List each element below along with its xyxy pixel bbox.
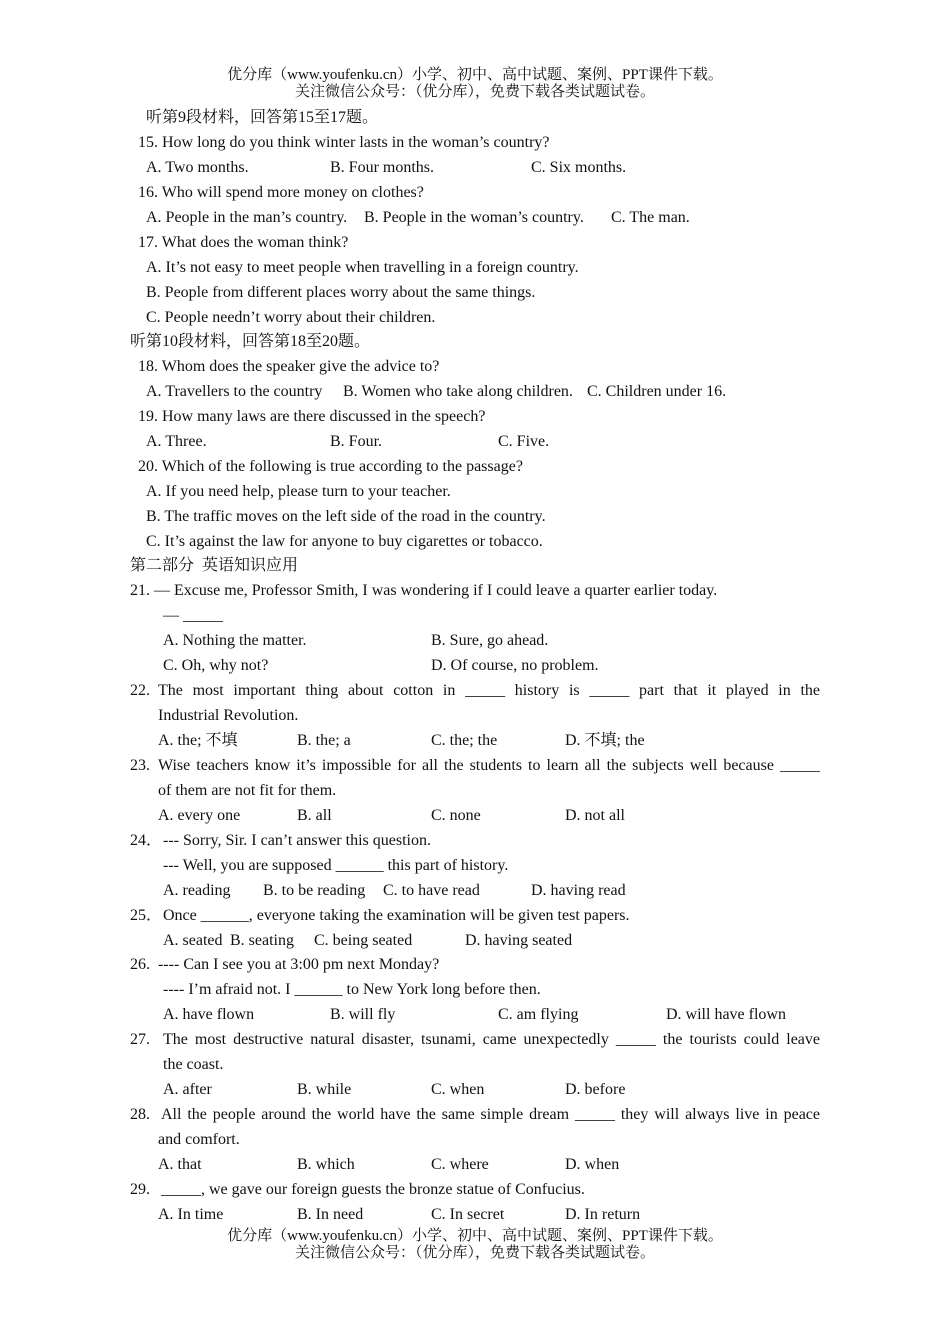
q27-option-c: C. when (431, 1081, 485, 1098)
q29-option-a: A. In time (158, 1206, 224, 1223)
q25-option-c: C. being seated (314, 932, 413, 949)
q28-option-d: D. when (565, 1156, 620, 1173)
q24-number: 24． (130, 832, 163, 849)
q28-number: 28. (130, 1106, 150, 1123)
q18-option-b: B. Women who take along children. (343, 383, 573, 400)
q21-option-a: A. Nothing the matter. (163, 632, 307, 649)
q24-option-d: D. having read (531, 882, 626, 899)
q28-option-a: A. that (158, 1156, 202, 1173)
q29-option-b: B. In need (297, 1206, 364, 1223)
q24-stem-line-1: --- Sorry, Sir. I can’t answer this question. (163, 832, 431, 849)
q27-option-a: A. after (163, 1081, 212, 1098)
q27-option-d: D. before (565, 1081, 626, 1098)
q23-stem-line-2: of them are not fit for them. (158, 782, 337, 799)
section-9-intro: 听第9段材料，回答第15至17题。 (146, 109, 379, 126)
q24-stem-line-2: --- Well, you are supposed ______ this part of history. (163, 857, 509, 874)
q17-stem: 17. What does the woman think? (138, 234, 349, 251)
header-line-2: 关注微信公众号：（优分库），免费下载各类试题试卷。 (294, 84, 655, 100)
q29-stem: _____, we gave our foreign guests the bronze statue of Confucius. (161, 1181, 585, 1198)
q22-option-c: C. the; the (431, 732, 498, 749)
q20-option-c: C. It’s against the law for anyone to buy cigarettes or tobacco. (146, 533, 543, 550)
q21-option-b: B. Sure, go ahead. (431, 632, 549, 649)
q28-stem-line-2: and comfort. (158, 1131, 240, 1148)
q20-option-a: A. If you need help, please turn to your teacher. (146, 483, 451, 500)
q29-option-d: D. In return (565, 1206, 641, 1223)
q20-stem: 20. Which of the following is true according to the passage? (138, 458, 523, 475)
q18-option-c: C. Children under 16. (587, 383, 727, 400)
q19-option-c: C. Five. (498, 433, 550, 450)
footer-line-1: 优分库（www.youfenku.cn）小学、初中、高中试题、案例、PPT课件下载。 (227, 1228, 723, 1244)
q22-option-d: D. 不填; the (565, 732, 645, 749)
q28-stem-line-1: All the people around the world have the same simple dream _____ they will always live in peace (161, 1106, 820, 1123)
q21-stem: 21. — Excuse me, Professor Smith, I was wondering if I could leave a quarter earlier today. (130, 582, 718, 599)
q28-option-b: B. which (297, 1156, 355, 1173)
q22-stem-line-1: The most important thing about cotton in _____ history is _____ part that it played in the (158, 682, 820, 699)
q22-option-a: A. the; 不填 (158, 732, 238, 749)
q24-option-c: C. to have read (383, 882, 480, 899)
q15-option-b: B. Four months. (330, 159, 435, 176)
q23-option-a: A. every one (158, 807, 241, 824)
q23-option-b: B. all (297, 807, 332, 824)
q25-option-a: A. seated (163, 932, 223, 949)
q22-option-b: B. the; a (297, 732, 351, 749)
q27-number: 27. (130, 1031, 150, 1048)
q24-option-b: B. to be reading (263, 882, 366, 899)
q25-number: 25． (130, 907, 163, 924)
q17-option-c: C. People needn’t worry about their children. (146, 309, 436, 326)
section-10-intro: 听第10段材料，回答第18至20题。 (130, 333, 371, 350)
q25-stem: Once ______, everyone taking the examination will be given test papers. (163, 907, 630, 924)
q25-option-d: D. having seated (465, 932, 573, 949)
q27-stem-line-2: the coast. (163, 1056, 224, 1073)
q28-option-c: C. where (431, 1156, 489, 1173)
q21-option-d: D. Of course, no problem. (431, 657, 599, 674)
q23-option-c: C. none (431, 807, 481, 824)
q23-number: 23. (130, 757, 150, 774)
q15-stem: 15. How long do you think winter lasts in the woman’s country? (138, 134, 550, 151)
q27-option-b: B. while (297, 1081, 352, 1098)
q18-stem: 18. Whom does the speaker give the advice to? (138, 358, 440, 375)
q16-option-c: C. The man. (611, 209, 690, 226)
q25-option-b: B. seating (230, 932, 294, 949)
q22-stem-line-2: Industrial Revolution. (158, 707, 299, 724)
q18-option-a: A. Travellers to the country (146, 383, 323, 400)
q23-option-d: D. not all (565, 807, 625, 824)
q19-stem: 19. How many laws are there discussed in the speech? (138, 408, 486, 425)
q19-option-b: B. Four. (330, 433, 383, 450)
footer-line-2: 关注微信公众号：（优分库），免费下载各类试题试卷。 (294, 1245, 655, 1261)
q26-option-d: D. will have flown (666, 1006, 786, 1023)
q26-option-a: A. have flown (163, 1006, 255, 1023)
q17-option-a: A. It’s not easy to meet people when travelling in a foreign country. (146, 259, 579, 276)
q23-stem-line-1: Wise teachers know it’s impossible for all the students to learn all the subjects well because _____ (158, 757, 820, 774)
q20-option-b: B. The traffic moves on the left side of the road in the country. (146, 508, 546, 525)
page-header (0, 67, 950, 101)
q22-number: 22. (130, 682, 150, 699)
q24-option-a: A. reading (163, 882, 231, 899)
q19-option-a: A. Three. (146, 433, 207, 450)
q27-stem-line-1: The most destructive natural disaster, tsunami, came unexpectedly _____ the tourists could leave (163, 1031, 820, 1048)
q16-option-a: A. People in the man’s country. (146, 209, 348, 226)
q29-option-c: C. In secret (431, 1206, 505, 1223)
q15-option-c: C. Six months. (531, 159, 627, 176)
part-2-title: 第二部分 英语知识应用 (130, 557, 299, 574)
q26-stem-line-2: ---- I’m afraid not. I ______ to New York long before then. (163, 981, 541, 998)
page-footer (0, 1228, 950, 1262)
q21-option-c: C. Oh, why not? (163, 657, 269, 674)
q26-stem-line-1: ---- Can I see you at 3:00 pm next Monday? (158, 956, 440, 973)
q26-number: 26. (130, 956, 150, 973)
q17-option-b: B. People from different places worry about the same things. (146, 284, 536, 301)
q16-stem: 16. Who will spend more money on clothes? (138, 184, 424, 201)
q21-reply: — _____ (163, 607, 223, 624)
header-line-1: 优分库（www.youfenku.cn）小学、初中、高中试题、案例、PPT课件下载。 (227, 67, 723, 83)
q15-option-a: A. Two months. (146, 159, 249, 176)
q16-option-b: B. People in the woman’s country. (364, 209, 584, 226)
q26-option-b: B. will fly (330, 1006, 396, 1023)
q26-option-c: C. am flying (498, 1006, 579, 1023)
q29-number: 29. (130, 1181, 150, 1198)
